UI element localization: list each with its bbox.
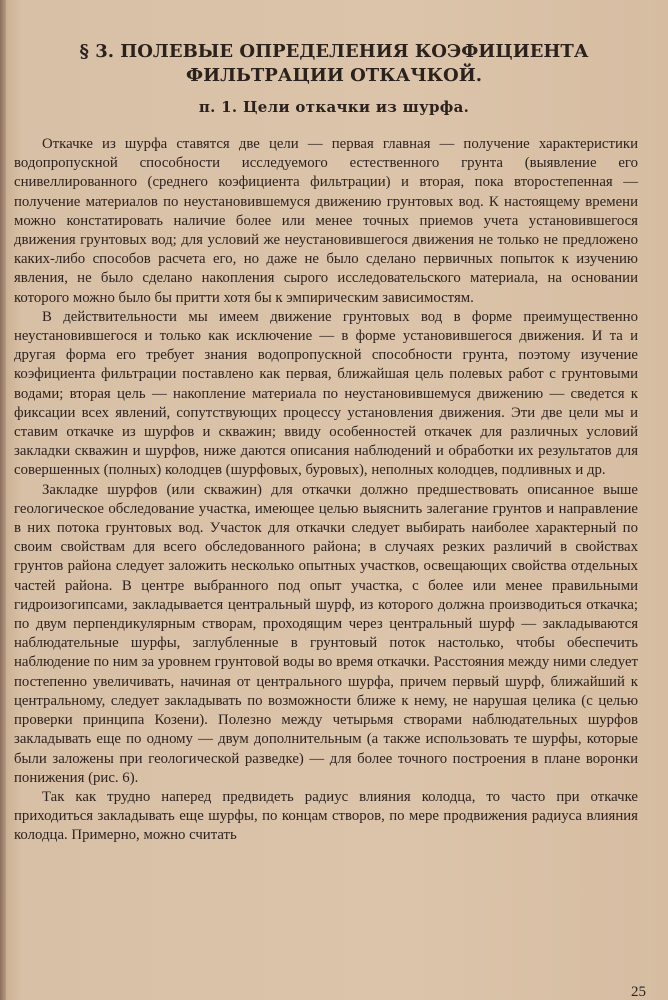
book-spine-shadow — [0, 0, 6, 1000]
section-title: § 3. ПОЛЕВЫЕ ОПРЕДЕЛЕНИЯ КОЭФИЦИЕНТА ФИЛЬТРАЦИИ ОТКАЧКОЙ. — [79, 41, 589, 86]
body-text — [14, 135, 638, 846]
subsection-title: п. 1. Цели откачки из шурфа. — [198, 98, 470, 116]
paragraph-influence-radius: Так как трудно наперед предвидеть радиус влияния колодца, то часто при откачке приходиться закладывать еще шурфы, по концам створов, по мере продвижения радиуса влияния колодца. Примерно, можно считать — [14, 788, 638, 844]
page-number: 25 — [631, 984, 646, 1000]
paragraph-movement: В действительности мы имеем движение грунтовых вод в форме преимущественно неустановившегося и только как исключение — в форме установившегося движения. И та и другая форма его требует знания водопропускной способности грунта, поэтому изучение коэфициента фильтрации поставлено как первая, ближайшая цель полевых работ с грунтовыми водами; вторая цель — накопление материала по неустановившемуся движению — сведется к фиксации всех явлений, сопутствующих процессу установления движения. Эти две цели мы и ставим откачке из шурфов и скважин; ввиду особенностей откачек для различных условий закладки скважин и шурфов, ниже даются описания наблюдений и обработки их результатов для совершенных (полных) колодцев (шурфовых, буровых), неполных колодцев, подливных и др. — [14, 308, 638, 479]
paragraph-goals: Откачке из шурфа ставятся две цели — первая главная — получение характеристики водопропускной способности исследуемого естественного грунта (выявление его снивеллированного (среднего коэфициента фильтрации) и вторая, пока второстепенная — получение материалов по неустановившемуся движению грунтовых вод. К настоящему времени можно констатировать наличие более или менее точных приемов учета установившегося движения грунтовых вод; для условий же неустановившегося движения не только не предложено каких-либо способов расчета его, но даже не было сделано первичных попыток к изучению явления, не было сделано накопления сырого исследовательского материала, на основании которого можно было бы притти хотя бы к эмпирическим зависимостям. — [14, 136, 638, 306]
paragraph-pit-layout: Закладке шурфов (или скважин) для откачки должно предшествовать описанное выше геологическое обследование участка, имеющее целью выяснить залегание грунтов и направление в них потока грунтовых вод. Участок для откачки следует выбирать наиболее характерный по своим свойствам для всего обследованного района; в случаях резких различий в свойствах грунтов района следует заложить несколько опытных участков, освещающих свойства отдельных частей района. В центре выбранного под опыт участка, с более или менее правильными гидроизогипсами, закладывается центральный шурф, из которого должна производиться откачка; по двум перпендикулярным створам, проходящим через центральный шурф — закладываются наблюдательные шурфы, заглубленные в грунтовый поток настолько, чтобы обеспечить наблюдение по ним за уровнем грунтовой воды во время откачки. Расстояния между ними следует постепенно увеличивать, начиная от центрального шурфа, причем первый шурф, ближайший к центральному, следует закладывать по возможности ближе к нему, не нарушая целика (с целью проверки принципа Козени). Полезно между четырьмя створами наблюдательных шурфов закладывать еще по одному — двум дополнительным (а также использовать те шурфы, которые были заложены при геологической разведке) — для более точного построения в плане воронки понижения (рис. 6). — [14, 481, 638, 786]
